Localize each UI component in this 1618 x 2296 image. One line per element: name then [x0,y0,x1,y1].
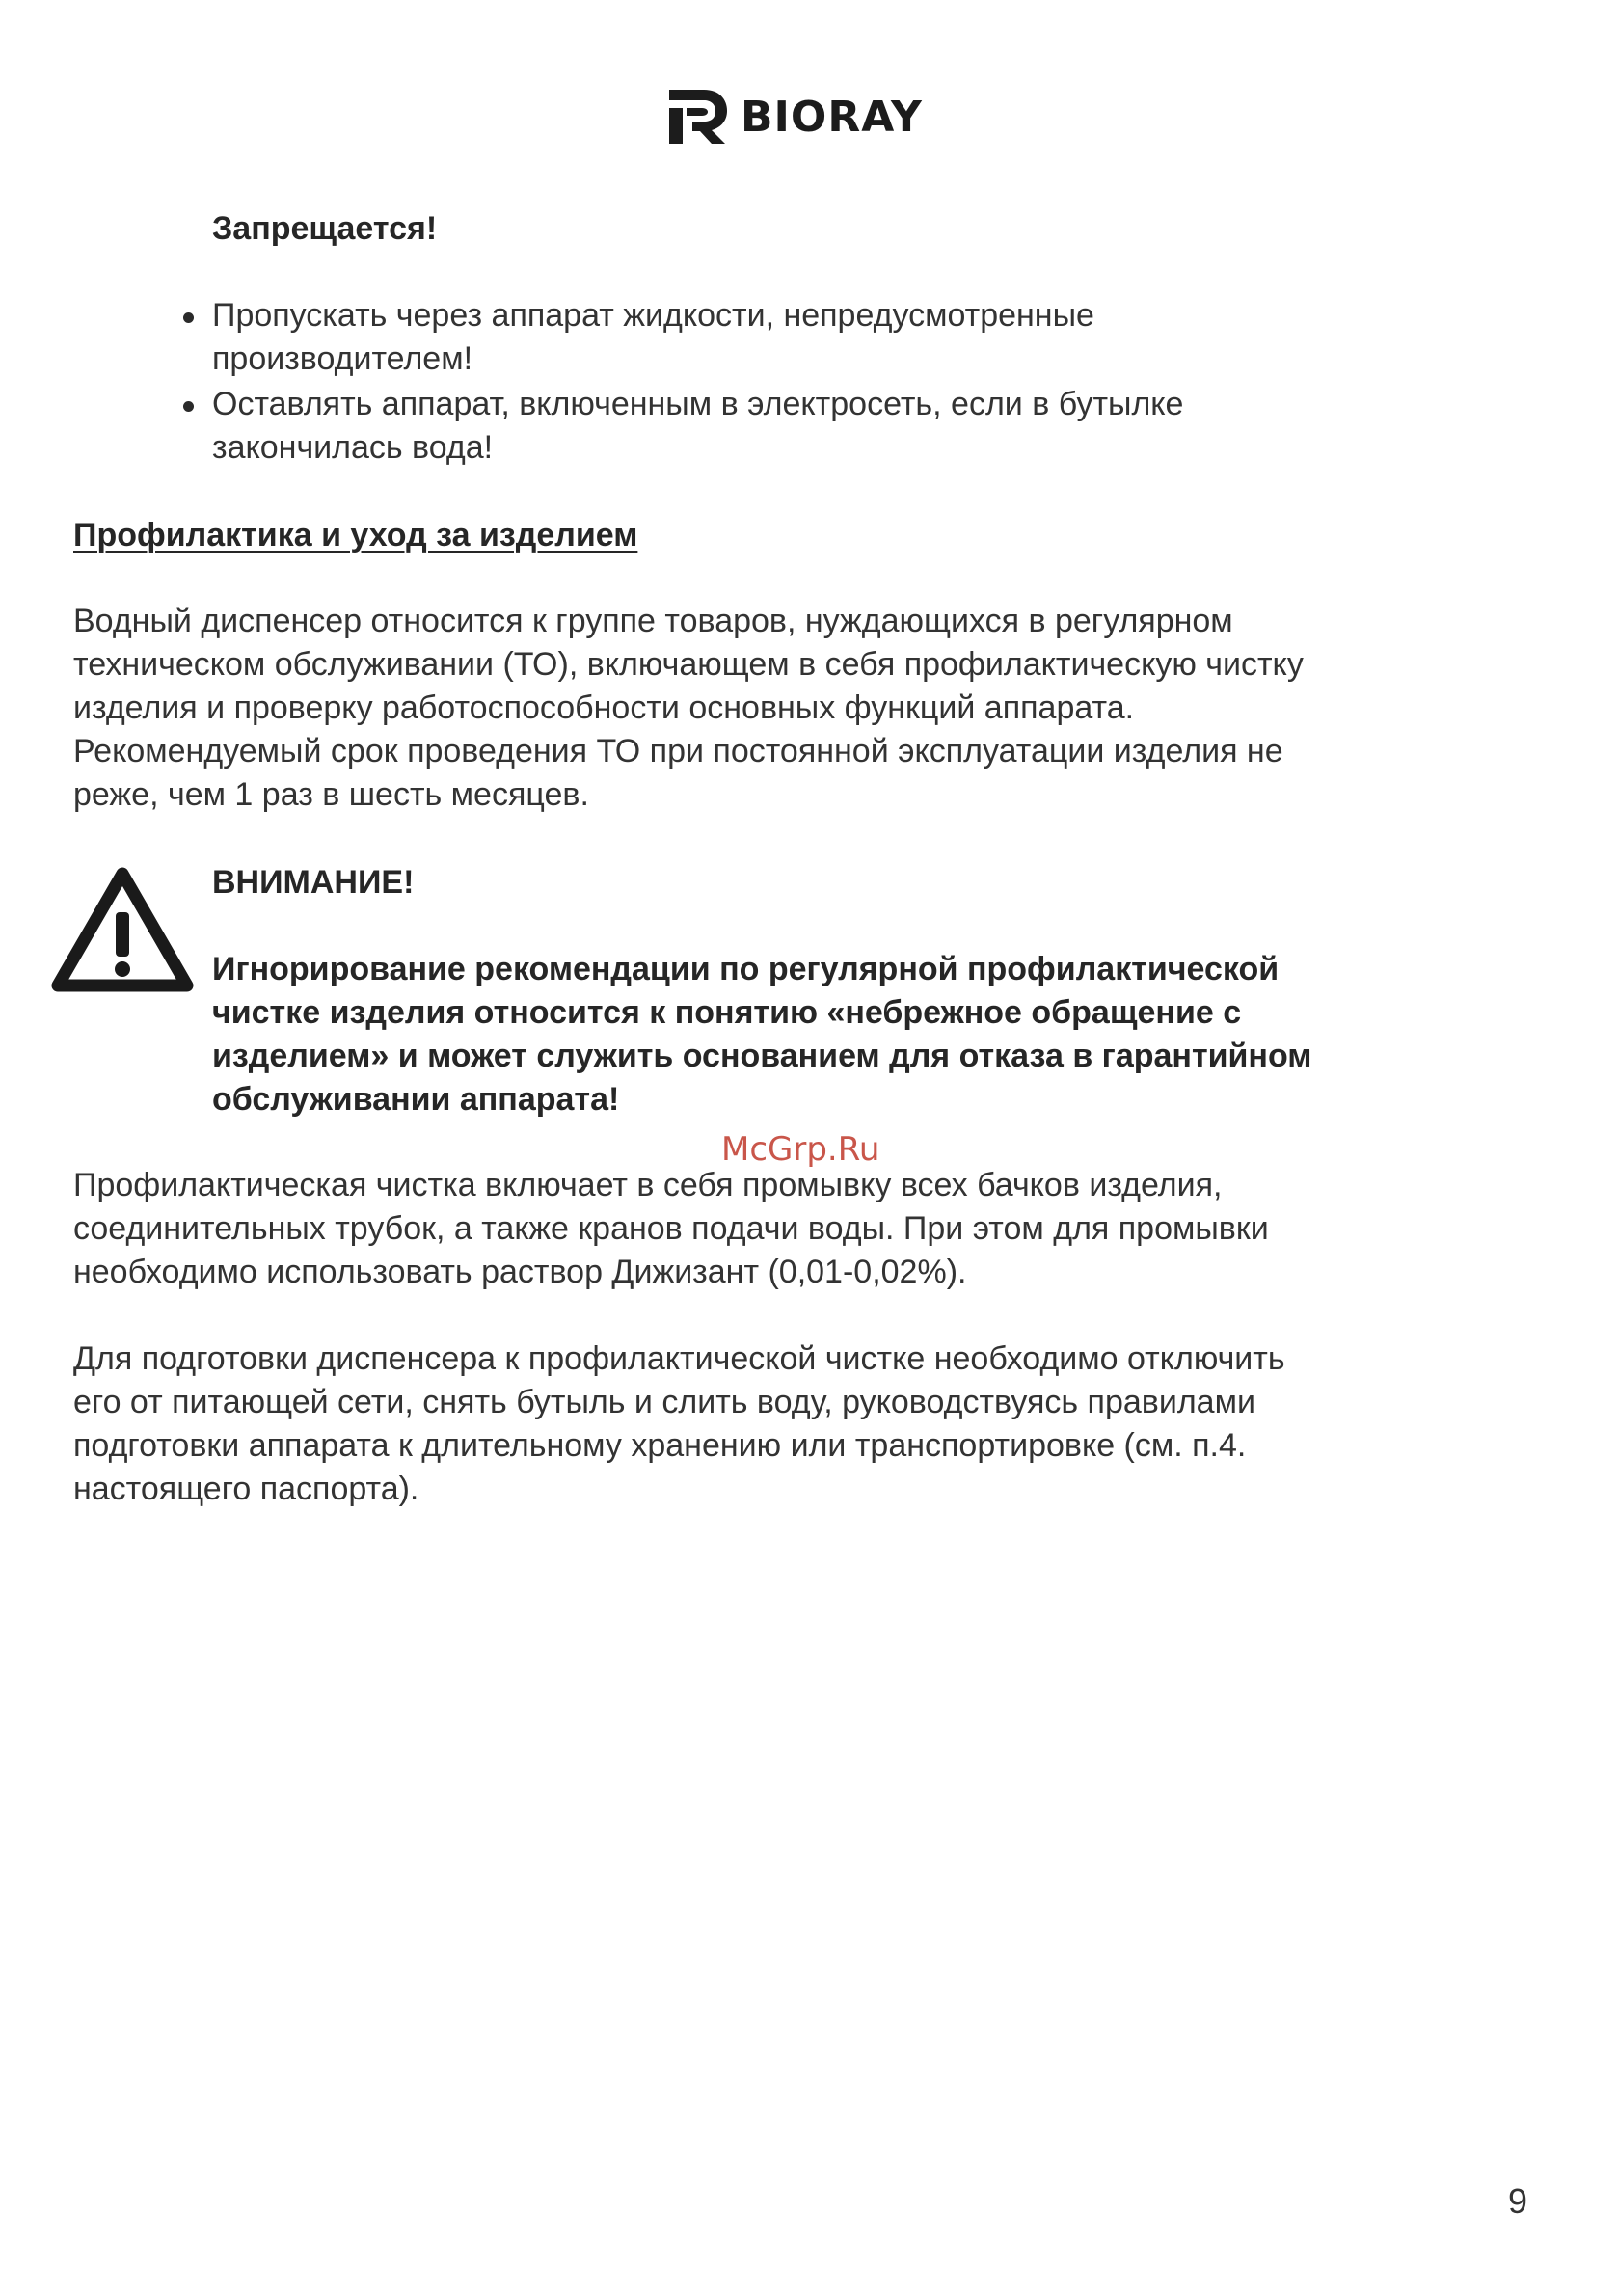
bullet-icon [183,312,194,323]
bioray-logo-icon [663,82,733,151]
paragraph-line: его от питающей сети, снять бутыль и слить воду, руководствуясь правилами [73,1384,1255,1420]
warning-line: обслуживании аппарата! [212,1081,620,1118]
warning-line: изделием» и может служить основанием для отказа в гарантийном [212,1038,1312,1074]
prohibited-title: Запрещается! [212,210,438,247]
brand-logo [663,79,923,154]
paragraph-line: настоящего паспорта). [73,1471,419,1507]
page-number: 9 [1508,2181,1528,2221]
paragraph-line: Рекомендуемый срок проведения ТО при постоянной эксплуатации изделия не [73,733,1283,770]
cleaning-paragraph [73,1164,1578,1294]
list-item-line: Оставлять аппарат, включенным в электросеть, если в бутылке [212,386,1184,422]
warning-triangle-icon [50,866,195,995]
paragraph-line: соединительных трубок, а также кранов подачи воды. При этом для промывки [73,1210,1269,1247]
paragraph-line: реже, чем 1 раз в шесть месяцев. [73,776,589,813]
warning-text [212,948,1562,1121]
paragraph-line: подготовки аппарата к длительному хранению или транспортировке (см. п.4. [73,1427,1247,1464]
paragraph-line: техническом обслуживании (ТО), включающем в себя профилактическую чистку [73,646,1304,683]
list-item [181,294,1512,381]
brand-name: BIORAY [741,92,923,142]
prohibited-list [181,294,1512,472]
paragraph-line: Водный диспенсер относится к группе товаров, нуждающихся в регулярном [73,603,1233,639]
maintenance-paragraph [73,600,1578,817]
paragraph-line: изделия и проверку работоспособности основных функций аппарата. [73,689,1135,726]
list-item-line: производителем! [212,340,473,377]
paragraph-line: Профилактическая чистка включает в себя промывку всех бачков изделия, [73,1167,1223,1203]
preparation-paragraph [73,1337,1578,1511]
warning-line: чистке изделия относится к понятию «небрежное обращение с [212,994,1242,1031]
list-item-line: Пропускать через аппарат жидкости, непредусмотренные [212,297,1094,334]
paragraph-line: необходимо использовать раствор Дижизант (0,01-0,02%). [73,1254,967,1290]
warning-line: Игнорирование рекомендации по регулярной профилактической [212,951,1280,987]
watermark: McGrp.Ru [721,1130,880,1169]
bullet-icon [183,401,194,412]
section-heading: Профилактика и уход за изделием [73,517,638,554]
paragraph-line: Для подготовки диспенсера к профилактической чистке необходимо отключить [73,1340,1285,1377]
list-item [181,383,1512,470]
list-item-line: закончилась вода! [212,429,494,466]
warning-title: ВНИМАНИЕ! [212,864,415,901]
